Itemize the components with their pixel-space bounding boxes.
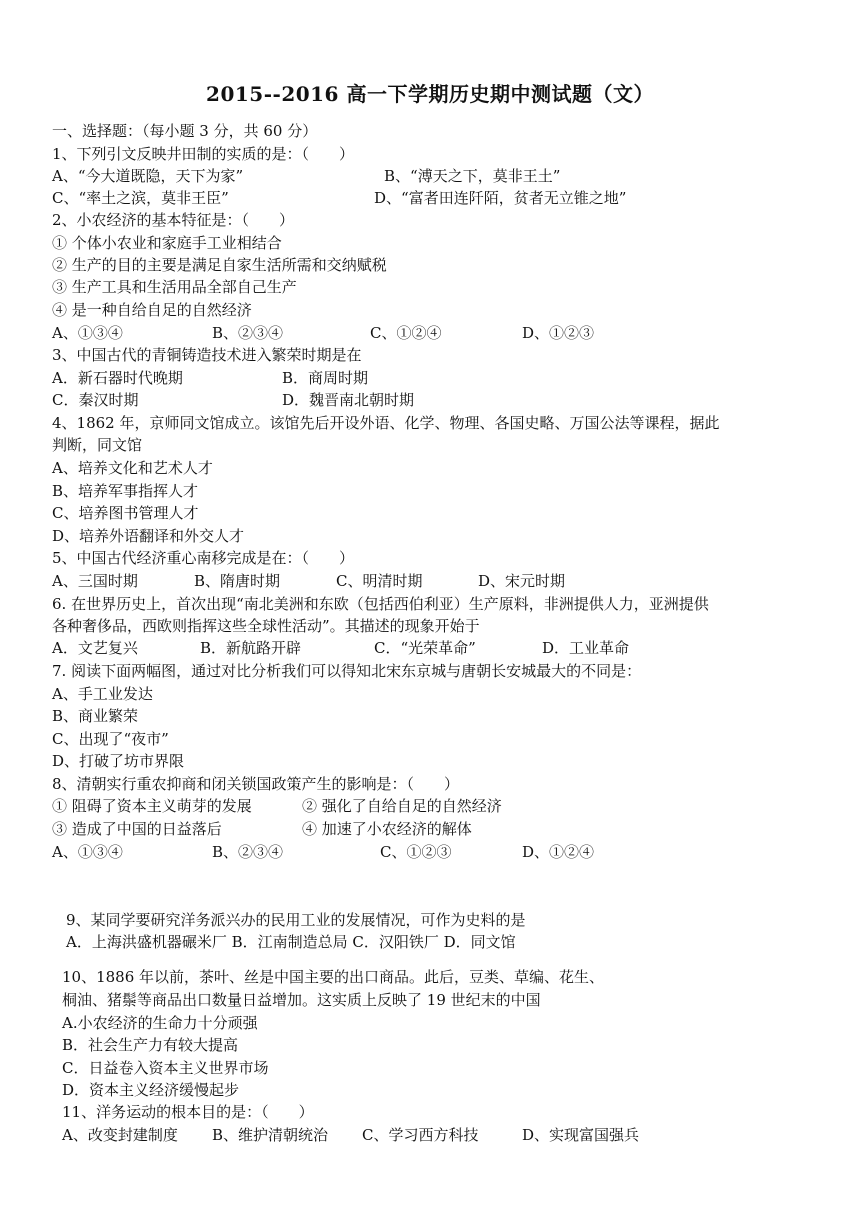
q5-option-c: C、明清时期 bbox=[336, 572, 423, 590]
q8-options bbox=[52, 841, 852, 863]
q11-option-d: D、实现富国强兵 bbox=[522, 1126, 640, 1144]
q4-option-d: D、培养外语翻译和外交人才 bbox=[52, 527, 245, 545]
q10-stem-line1: 10、1886 年以前，茶叶、丝是中国主要的出口商品。此后，豆类、草编、花生、 bbox=[62, 968, 605, 986]
q10-option-b: B．社会生产力有较大提高 bbox=[62, 1036, 239, 1054]
q2-option-c: C、①②④ bbox=[370, 324, 442, 342]
q6-option-c: C．“光荣革命” bbox=[374, 639, 476, 657]
q2-stem: 2、小农经济的基本特征是：（ ） bbox=[52, 211, 295, 229]
q3-option-a: A．新石器时代晚期 bbox=[52, 369, 183, 387]
q3-options-row1 bbox=[52, 367, 852, 389]
q7-option-c: C、出现了“夜市” bbox=[52, 730, 169, 748]
q5-option-b: B、隋唐时期 bbox=[194, 572, 281, 590]
q1-option-d: D、“富者田连阡陌，贫者无立锥之地” bbox=[374, 189, 627, 207]
q8-stem: 8、清朝实行重农抑商和闭关锁国政策产生的影响是：（ ） bbox=[52, 775, 460, 793]
q11-option-a: A、改变封建制度 bbox=[62, 1126, 178, 1144]
q4-stem-line1: 4、1862 年，京师同文馆成立。该馆先后开设外语、化学、物理、各国史略、万国公法等课程，据此 bbox=[52, 414, 720, 432]
q8-statement-2: ② 强化了自给自足的自然经济 bbox=[302, 797, 502, 815]
q8-statements-row1 bbox=[52, 795, 852, 817]
q1-option-c: C、“率土之滨，莫非王臣” bbox=[52, 189, 229, 207]
q11-stem: 11、洋务运动的根本目的是：（ ） bbox=[62, 1103, 314, 1121]
q6-stem-line2: 各种奢侈品，西欧则指挥这些全球性活动”。其描述的现象开始于 bbox=[52, 617, 480, 635]
q3-stem: 3、中国古代的青铜铸造技术进入繁荣时期是在 bbox=[52, 346, 362, 364]
exam-title: 2015--2016 高一下学期历史期中测试题（文） bbox=[206, 82, 654, 106]
q3-options-row2 bbox=[52, 389, 852, 411]
q11-option-c: C、学习西方科技 bbox=[362, 1126, 479, 1144]
q10-option-c: C．日益卷入资本主义世界市场 bbox=[62, 1059, 269, 1077]
q2-statement-4: ④ 是一种自给自足的自然经济 bbox=[52, 301, 252, 319]
q6-option-a: A．文艺复兴 bbox=[52, 639, 138, 657]
q2-options bbox=[52, 322, 852, 344]
q2-statement-2: ② 生产的目的主要是满足自家生活所需和交纳赋税 bbox=[52, 256, 387, 274]
q6-stem-line1: 6. 在世界历史上，首次出现“南北美洲和东欧（包括西伯利亚）生产原料，非洲提供人力，亚洲提供 bbox=[52, 595, 709, 613]
q5-option-d: D、宋元时期 bbox=[478, 572, 566, 590]
q1-options-row2 bbox=[52, 187, 852, 209]
q7-option-b: B、商业繁荣 bbox=[52, 707, 139, 725]
q8-statements-row2 bbox=[52, 818, 852, 840]
q2-option-a: A、①③④ bbox=[52, 324, 123, 342]
q2-statement-3: ③ 生产工具和生活用品全部自己生产 bbox=[52, 278, 297, 296]
q8-statement-3: ③ 造成了中国的日益落后 bbox=[52, 820, 222, 838]
q2-statement-1: ① 个体小农业和家庭手工业相结合 bbox=[52, 234, 282, 252]
q4-option-c: C、培养图书管理人才 bbox=[52, 504, 199, 522]
q1-options-row1 bbox=[52, 165, 852, 187]
q3-option-b: B．商周时期 bbox=[282, 369, 369, 387]
q3-option-c: C．秦汉时期 bbox=[52, 391, 139, 409]
q3-option-d: D．魏晋南北朝时期 bbox=[282, 391, 415, 409]
q11-options bbox=[62, 1124, 842, 1146]
q10-option-d: D．资本主义经济缓慢起步 bbox=[62, 1081, 240, 1099]
q2-option-d: D、①②③ bbox=[522, 324, 595, 342]
q10-option-a: A.小农经济的生命力十分顽强 bbox=[62, 1014, 258, 1032]
q1-stem: 1、下列引文反映井田制的实质的是：（ ） bbox=[52, 145, 355, 163]
q8-statement-4: ④ 加速了小农经济的解体 bbox=[302, 820, 472, 838]
q8-option-a: A、①③④ bbox=[52, 843, 123, 861]
q8-option-b: B、②③④ bbox=[212, 843, 284, 861]
q5-stem: 5、中国古代经济重心南移完成是在：（ ） bbox=[52, 549, 355, 567]
q10-stem-line2: 桐油、猪鬃等商品出口数量日益增加。这实质上反映了 19 世纪末的中国 bbox=[62, 991, 541, 1009]
q7-stem: 7. 阅读下面两幅图，通过对比分析我们可以得知北宋东京城与唐朝长安城最大的不同是： bbox=[52, 662, 642, 680]
q6-option-b: B．新航路开辟 bbox=[200, 639, 302, 657]
q8-option-d: D、①②④ bbox=[522, 843, 595, 861]
section-heading: 一、选择题：（每小题 3 分，共 60 分） bbox=[52, 122, 318, 140]
q5-options bbox=[52, 570, 852, 592]
q7-option-d: D、打破了坊市界限 bbox=[52, 752, 185, 770]
q6-options bbox=[52, 637, 852, 659]
q9-stem: 9、某同学要研究洋务派兴办的民用工业的发展情况，可作为史料的是 bbox=[66, 911, 526, 929]
q4-option-a: A、培养文化和艺术人才 bbox=[52, 459, 213, 477]
q6-option-d: D．工业革命 bbox=[542, 639, 630, 657]
q1-option-a: A、“今大道既隐，天下为家” bbox=[52, 167, 244, 185]
q11-option-b: B、维护清朝统治 bbox=[212, 1126, 329, 1144]
q8-statement-1: ① 阻碍了资本主义萌芽的发展 bbox=[52, 797, 252, 815]
q4-option-b: B、培养军事指挥人才 bbox=[52, 482, 199, 500]
q9-options: A．上海洪盛机器碾米厂 B．江南制造总局 C．汉阳铁厂 D．同文馆 bbox=[66, 933, 516, 951]
q4-stem-line2: 判断，同文馆 bbox=[52, 436, 143, 454]
q5-option-a: A、三国时期 bbox=[52, 572, 138, 590]
q8-option-c: C、①②③ bbox=[380, 843, 452, 861]
q7-option-a: A、手工业发达 bbox=[52, 685, 153, 703]
q2-option-b: B、②③④ bbox=[212, 324, 284, 342]
q1-option-b: B、“溥天之下，莫非王土” bbox=[384, 167, 561, 185]
